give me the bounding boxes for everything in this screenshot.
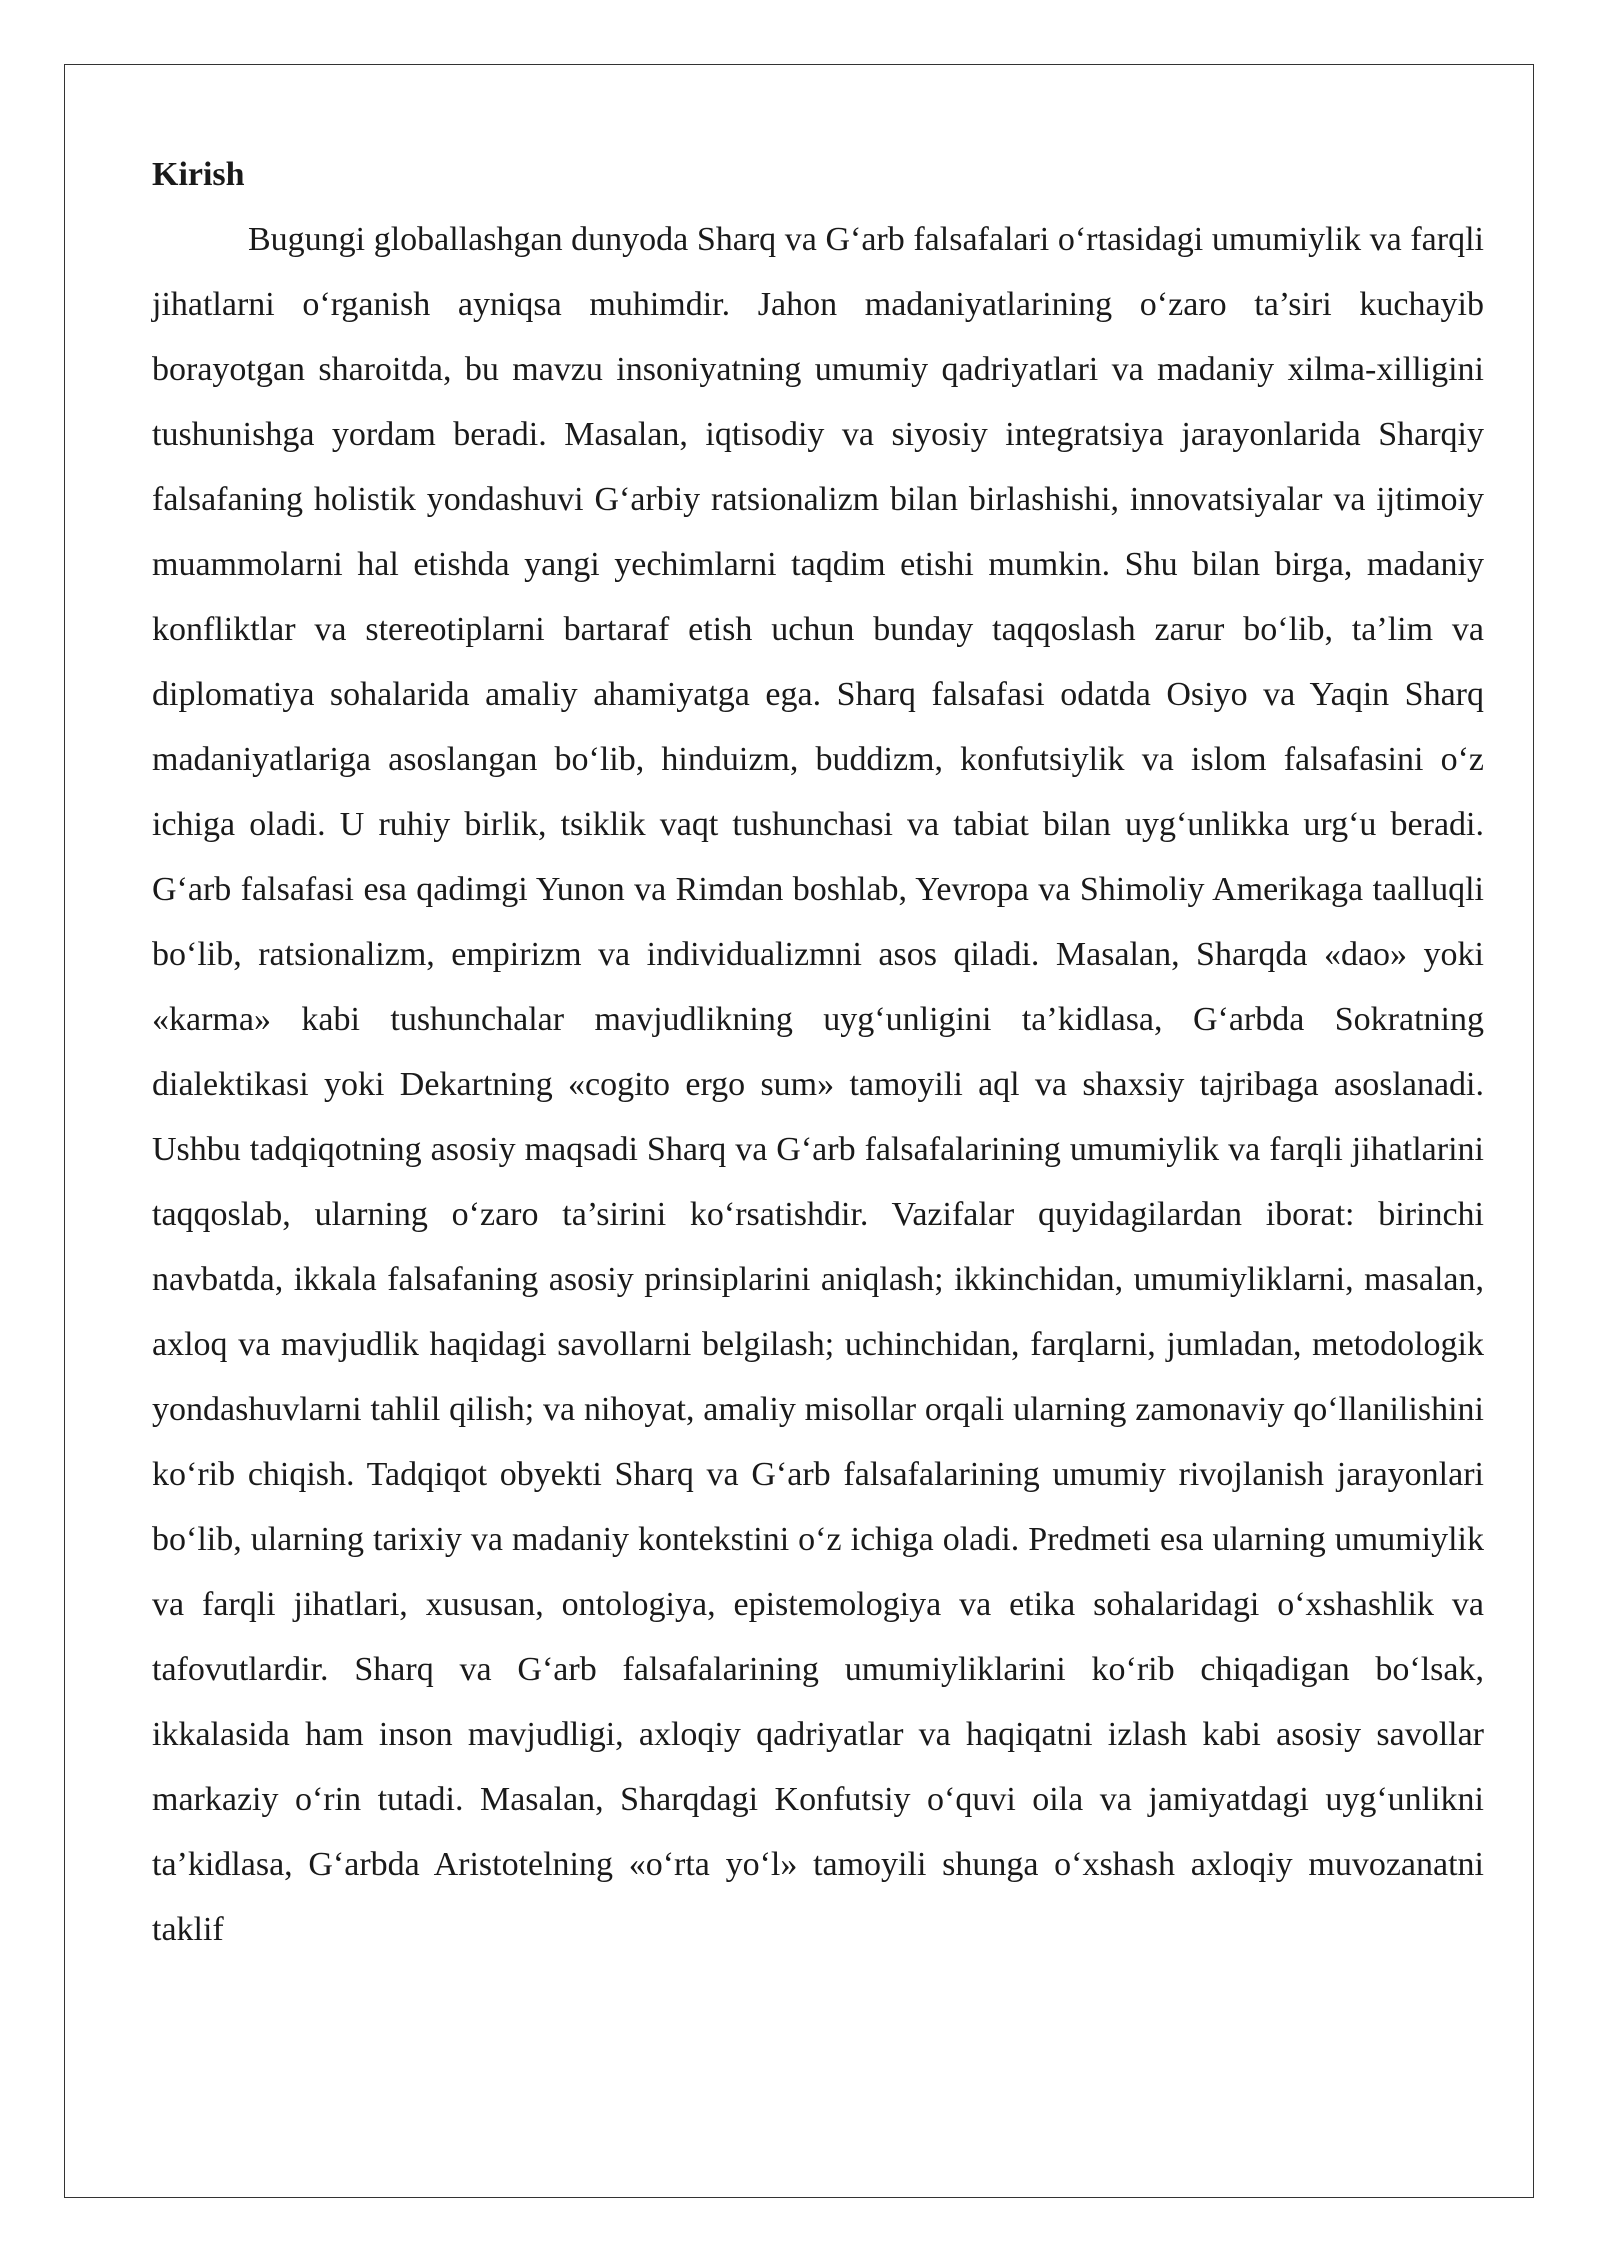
body-paragraph: Bugungi globallashgan dunyoda Sharq va G‘arb falsafalari o‘rtasidagi umumiylik va farqli jihatlarni o‘rganish ayniqsa muhimdir. Jahon madaniyatlarining o‘zaro ta’siri kuchayib borayotgan sharoitda, bu mavzu insoniyatning umumiy qadriyatlari va madaniy xilma-xilligini tushunishga yordam beradi. Masalan, iqtisodiy va siyosiy integratsiya jarayonlarida Sharqiy falsafaning holistik yondashuvi G‘arbiy ratsionalizm bilan birlashishi, innovatsiyalar va ijtimoiy muammolarni hal etishda yangi yechimlarni taqdim etishi mumkin. Shu bilan birga, madaniy konfliktlar va stereotiplarni bartaraf etish uchun bunday taqqoslash zarur bo‘lib, ta’lim va diplomatiya sohalarida amaliy ahamiyatga ega. Sharq falsafasi odatda Osiyo va Yaqin Sharq madaniyatlariga asoslangan bo‘lib, hinduizm, buddizm, konfutsiylik va islom falsafasini o‘z ichiga oladi. U ruhiy birlik, tsiklik vaqt tushunchasi va tabiat bilan uyg‘unlikka urg‘u beradi. G‘arb falsafasi esa qadimgi Yunon va Rimdan boshlab, Yevropa va Shimoliy Amerikaga taalluqli bo‘lib, ratsionalizm, empirizm va individualizmni asos qiladi. Masalan, Sharqda «dao» yoki «karma» kabi tushunchalar mavjudlikning uyg‘unligini ta’kidlasa, G‘arbda Sokratning dialektikasi yoki Dekartning «cogito ergo sum» tamoyili aql va shaxsiy tajribaga asoslanadi. Ushbu tadqiqotning asosiy maqsadi Sharq va G‘arb falsafalarining umumiylik va farqli jihatlarini taqqoslab, ularning o‘zaro ta’sirini ko‘rsatishdir. Vazifalar quyidagilardan iborat: birinchi navbatda, ikkala falsafaning asosiy prinsiplarini aniqlash; ikkinchidan, umumiyliklarni, masalan, axloq va mavjudlik haqidagi savollarni belgilash; uchinchidan, farqlarni, jumladan, metodologik yondashuvlarni tahlil qilish; va nihoyat, amaliy misollar orqali ularning zamonaviy qo‘llanilishini ko‘rib chiqish. Tadqiqot obyekti Sharq va G‘arb falsafalarining umumiy rivojlanish jarayonlari bo‘lib, ularning tarixiy va madaniy kontekstini o‘z ichiga oladi. Predmeti esa ularning umumiylik va farqli jihatlari, xususan, ontologiya, epistemologiya va etika sohalaridagi o‘xshashlik va tafovutlardir. Sharq va G‘arb falsafalarining umumiyliklarini ko‘rib chiqadigan bo‘lsak, ikkalasida ham inson mavjudligi, axloqiy qadriyatlar va haqiqatni izlash kabi asosiy savollar markaziy o‘rin tutadi. Masalan, Sharqdagi Konfutsiy o‘quvi oila va jamiyatdagi uyg‘unlikni ta’kidlasa, G‘arbda Aristotelning «o‘rta yo‘l» tamoyili shunga o‘xshash axloqiy muvozanatni taklif	[152, 221, 1484, 1948]
document-body	[152, 142, 1484, 1962]
section-heading: Kirish	[152, 156, 245, 193]
